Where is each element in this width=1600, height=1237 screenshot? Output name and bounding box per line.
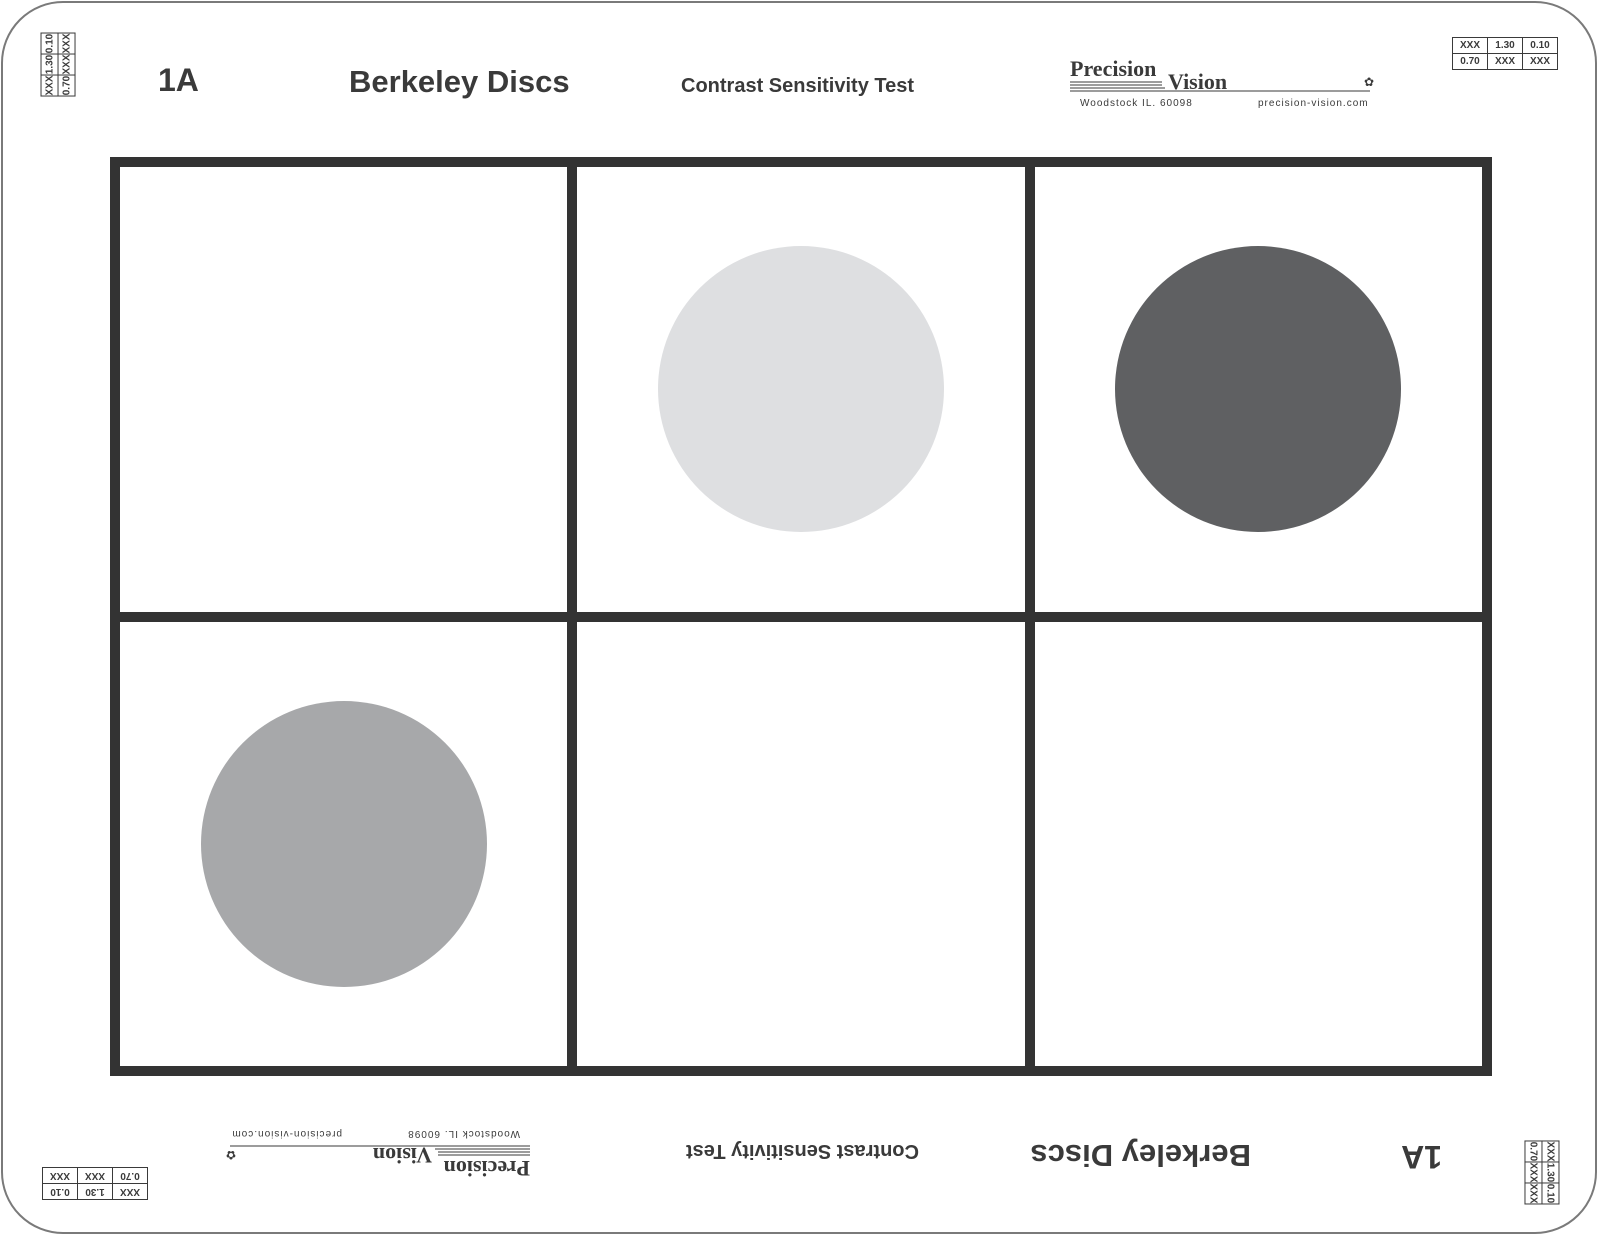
value-cell: XXX [58, 54, 75, 75]
value-table [1524, 1140, 1559, 1204]
value-cell: XXX [58, 33, 75, 54]
grid-line-horizontal [110, 612, 1492, 622]
value-cell: 1.30 [1542, 1162, 1559, 1183]
value-cell: XXX [1488, 54, 1523, 70]
flower-icon: ✿ [225, 1148, 236, 1162]
value-cell: 1.30 [1488, 38, 1523, 54]
value-cell: XXX [1523, 54, 1558, 70]
value-cell: XXX [1525, 1162, 1542, 1183]
logo-brand-first: Precision [1070, 56, 1157, 81]
card-title: Berkeley Discs [1030, 1138, 1251, 1173]
value-table-vertical [36, 33, 90, 111]
value-cell: 1.30 [78, 1184, 113, 1200]
value-cell: 0.70 [58, 75, 75, 96]
value-cell: XXX [1525, 1183, 1542, 1204]
card-id: 1A [158, 62, 199, 98]
value-table [1452, 37, 1558, 70]
logo-city: Woodstock IL. 60098 [1080, 98, 1193, 109]
flower-icon: ✿ [1364, 75, 1375, 89]
value-cell: 0.70 [113, 1168, 148, 1184]
logo-url: precision-vision.com [1258, 98, 1369, 109]
grid-line-horizontal [110, 1066, 1492, 1076]
value-cell: XXX [41, 75, 58, 96]
value-table [41, 32, 76, 96]
logo-brand-first: Precision [443, 1156, 530, 1181]
logo-brand-second: Vision [1168, 69, 1228, 94]
value-cell: XXX [1542, 1141, 1559, 1162]
logo-url: precision-vision.com [231, 1128, 342, 1139]
card-subtitle: Contrast Sensitivity Test [681, 75, 915, 97]
value-cell: 0.10 [1523, 38, 1558, 54]
value-cell: 0.10 [43, 1184, 78, 1200]
value-cell: XXX [43, 1168, 78, 1184]
value-cell: 0.70 [1453, 54, 1488, 70]
value-table [42, 1167, 148, 1200]
grid-line-horizontal [110, 157, 1492, 167]
value-cell: XXX [1453, 38, 1488, 54]
card-subtitle: Contrast Sensitivity Test [685, 1140, 919, 1162]
header-bottom-rotated [0, 1097, 1600, 1237]
value-table-vertical [1510, 1126, 1564, 1204]
value-cell: 0.70 [1525, 1141, 1542, 1162]
logo-brand-second: Vision [372, 1143, 432, 1168]
contrast-disc [201, 701, 487, 987]
value-cell: XXX [78, 1168, 113, 1184]
value-cell: 1.30 [41, 54, 58, 75]
header-top [0, 0, 1600, 140]
card-id: 1A [1401, 1139, 1442, 1175]
contrast-disc [658, 246, 944, 532]
contrast-disc [1115, 246, 1401, 532]
value-cell: 0.10 [1542, 1183, 1559, 1204]
brand-logo [220, 1127, 532, 1181]
value-cell: XXX [113, 1184, 148, 1200]
value-cell: 0.10 [41, 33, 58, 54]
brand-logo [1068, 56, 1380, 110]
card-title: Berkeley Discs [349, 64, 570, 99]
logo-city: Woodstock IL. 60098 [407, 1128, 520, 1139]
disc-grid [110, 157, 1492, 1076]
